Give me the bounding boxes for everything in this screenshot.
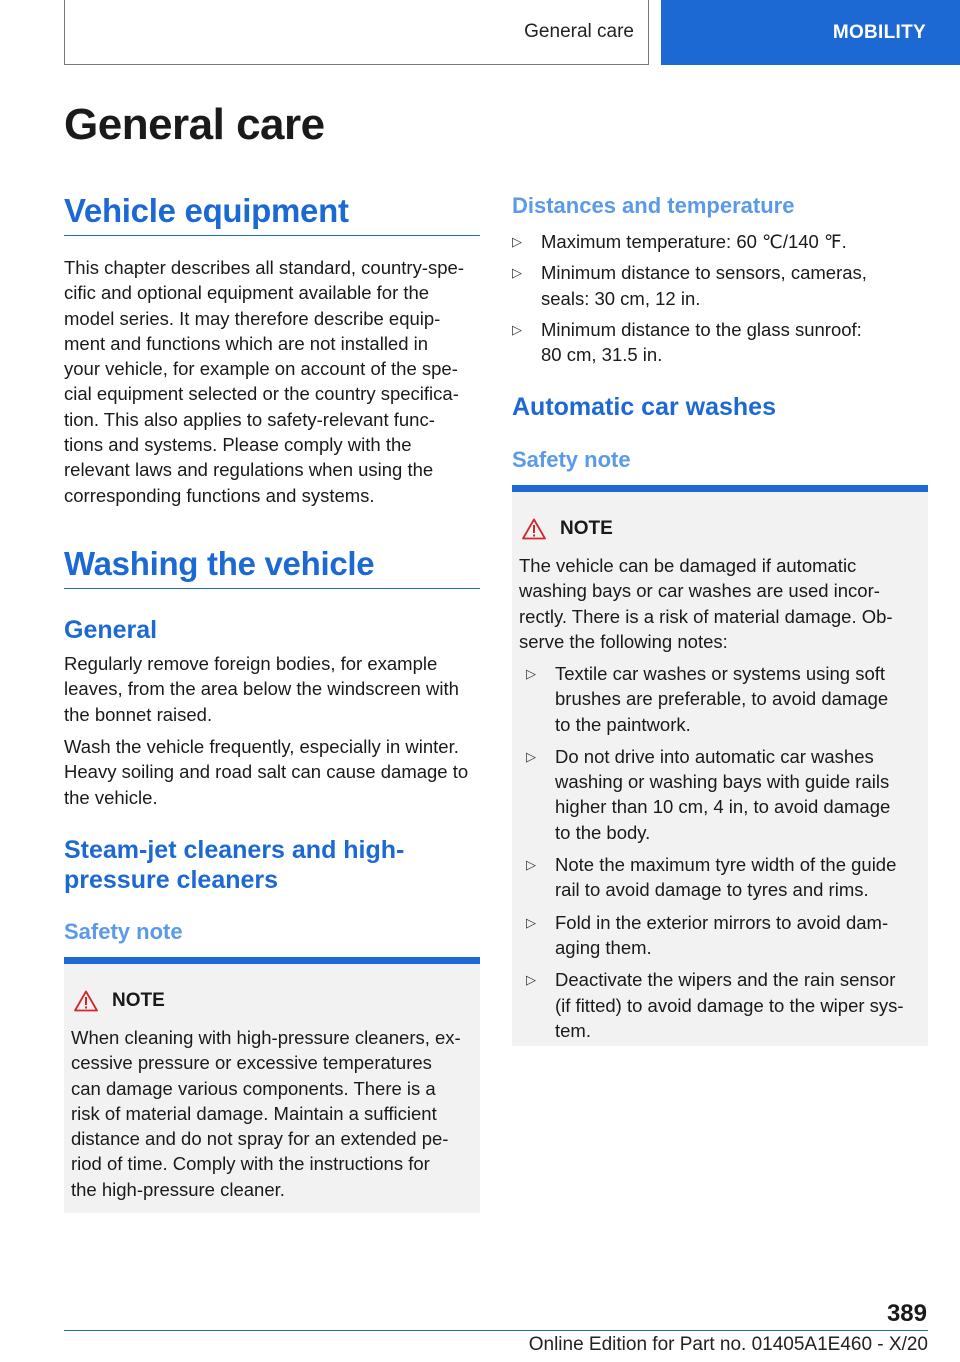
list-item xyxy=(526,967,924,1043)
note-text xyxy=(71,1025,475,1202)
text-line: cessive pressure or excessive temperatures xyxy=(71,1052,432,1074)
text-line: Textile car washes or systems using soft xyxy=(555,663,886,684)
text-line: Minimum distance to sensors, cameras, xyxy=(541,262,867,284)
text-line: your vehicle, for example on account of the spe- xyxy=(64,358,458,380)
text-line: Heavy soiling and road salt can cause damage to xyxy=(64,761,469,783)
list-item xyxy=(512,317,928,368)
text-line: This chapter describes all standard, country-spe- xyxy=(64,257,464,278)
note-header xyxy=(74,990,165,1012)
text-line: serve the following notes: xyxy=(519,630,728,652)
list-item xyxy=(512,260,928,311)
text-line: washing bays or car washes are used incor- xyxy=(519,580,880,602)
triangle-right-icon: ▷ xyxy=(526,666,536,681)
text-line: leaves, from the area below the windscreen with xyxy=(64,678,459,700)
text-line: rectly. There is a risk of material damage. Ob- xyxy=(519,605,893,627)
distances-list xyxy=(512,229,928,367)
text-line: tion. This also applies to safety-relevant func- xyxy=(64,408,435,430)
footer-rule xyxy=(64,1330,928,1331)
text-line: Note the maximum tyre width of the guide xyxy=(555,854,897,876)
triangle-right-icon: ▷ xyxy=(526,972,536,988)
text-line: Fold in the exterior mirrors to avoid dam- xyxy=(555,911,889,933)
text-line: cial equipment selected or the country specifica- xyxy=(64,383,459,405)
vehicle-equipment-text xyxy=(64,255,480,508)
note-box-high-pressure xyxy=(64,957,480,1213)
text-line: to the body. xyxy=(555,821,651,843)
text-line: the high-pressure cleaner. xyxy=(71,1178,285,1200)
list-item xyxy=(526,910,924,961)
footer-edition: Online Edition for Part no. 01405A1E460 - X/20 xyxy=(528,1334,928,1355)
text-line: to the paintwork. xyxy=(555,713,691,735)
list-item xyxy=(526,661,924,737)
text-line: Do not drive into automatic car washes xyxy=(555,745,874,767)
heading-safety-note-right: Safety note xyxy=(512,447,631,472)
note-label: NOTE xyxy=(112,990,165,1011)
heading-steam-jet xyxy=(64,835,480,895)
text-line: the bonnet raised. xyxy=(64,703,213,725)
text-line: distance and do not spray for an extended pe- xyxy=(71,1128,449,1150)
text-line: riod of time. Comply with the instructions for xyxy=(71,1153,430,1175)
heading-text: Washing the vehicle xyxy=(64,545,375,582)
triangle-right-icon: ▷ xyxy=(526,748,536,764)
text-line: (if fitted) to avoid damage to the wiper sys- xyxy=(555,994,904,1016)
page-number: 389 xyxy=(886,1300,927,1327)
heading-text: Vehicle equipment xyxy=(64,192,349,229)
heading-automatic-car-washes: Automatic car washes xyxy=(512,393,776,421)
heading-washing-vehicle xyxy=(64,545,480,589)
text-line: Regularly remove foreign bodies, for example xyxy=(64,653,438,674)
header-chapter-tab xyxy=(661,0,960,65)
text-line: cific and optional equipment available for the xyxy=(64,282,430,304)
text-line: tem. xyxy=(555,1019,591,1041)
warning-triangle-icon xyxy=(522,518,546,540)
heading-safety-note-left: Safety note xyxy=(64,919,183,944)
text-line: ment and functions which are not installed in xyxy=(64,332,429,354)
heading-line: pressure cleaners xyxy=(64,866,279,894)
text-line: risk of material damage. Maintain a sufficient xyxy=(71,1102,437,1124)
triangle-right-icon: ▷ xyxy=(526,914,536,930)
text-line: washing or washing bays with guide rails xyxy=(555,771,890,793)
triangle-right-icon: ▷ xyxy=(512,321,522,337)
text-line: brushes are preferable, to avoid damage xyxy=(555,688,889,710)
car-wash-notes-list xyxy=(526,661,924,1043)
heading-general: General xyxy=(64,616,158,644)
text-line: relevant laws and regulations when using the xyxy=(64,459,434,481)
text-line: can damage various components. There is a xyxy=(71,1077,436,1099)
header-chapter-label: MOBILITY xyxy=(832,21,926,43)
text-line: Maximum temperature: 60 ℃/140 ℉. xyxy=(541,231,847,252)
list-item xyxy=(526,744,924,845)
text-line: aging them. xyxy=(555,936,652,958)
note-header xyxy=(522,518,613,540)
text-line: Minimum distance to the glass sunroof: xyxy=(541,318,862,340)
header-section-label: General care xyxy=(524,21,634,42)
heading-line: Steam-jet cleaners and high- xyxy=(64,836,405,864)
text-line: rail to avoid damage to tyres and rims. xyxy=(555,879,869,901)
text-line: seals: 30 cm, 12 in. xyxy=(541,287,701,309)
page-title: General care xyxy=(64,100,325,149)
text-line: the vehicle. xyxy=(64,786,158,808)
note-label: NOTE xyxy=(560,518,613,539)
text-line: model series. It may therefore describe equip- xyxy=(64,307,441,329)
text-line: tions and systems. Please comply with the xyxy=(64,434,412,456)
triangle-right-icon: ▷ xyxy=(512,265,522,281)
general-para-1 xyxy=(64,651,480,727)
text-line: corresponding functions and systems. xyxy=(64,484,375,506)
note-intro xyxy=(519,553,923,654)
text-line: When cleaning with high-pressure cleaners, ex- xyxy=(71,1027,461,1048)
header-section-tab xyxy=(64,0,649,65)
list-item xyxy=(512,229,928,254)
triangle-right-icon: ▷ xyxy=(526,857,536,873)
note-box-car-washes xyxy=(512,485,928,1046)
list-item xyxy=(526,852,924,903)
text-line: Deactivate the wipers and the rain sensor xyxy=(555,969,896,991)
triangle-right-icon: ▷ xyxy=(512,234,522,249)
warning-triangle-icon xyxy=(74,990,98,1012)
heading-distances: Distances and temperature xyxy=(512,193,795,218)
text-line: higher than 10 cm, 4 in, to avoid damage xyxy=(555,796,891,818)
text-line: The vehicle can be damaged if automatic xyxy=(519,555,857,576)
text-line: Wash the vehicle frequently, especially in winter. xyxy=(64,736,459,757)
text-line: 80 cm, 31.5 in. xyxy=(541,344,663,366)
general-para-2 xyxy=(64,734,480,810)
heading-vehicle-equipment xyxy=(64,192,480,236)
